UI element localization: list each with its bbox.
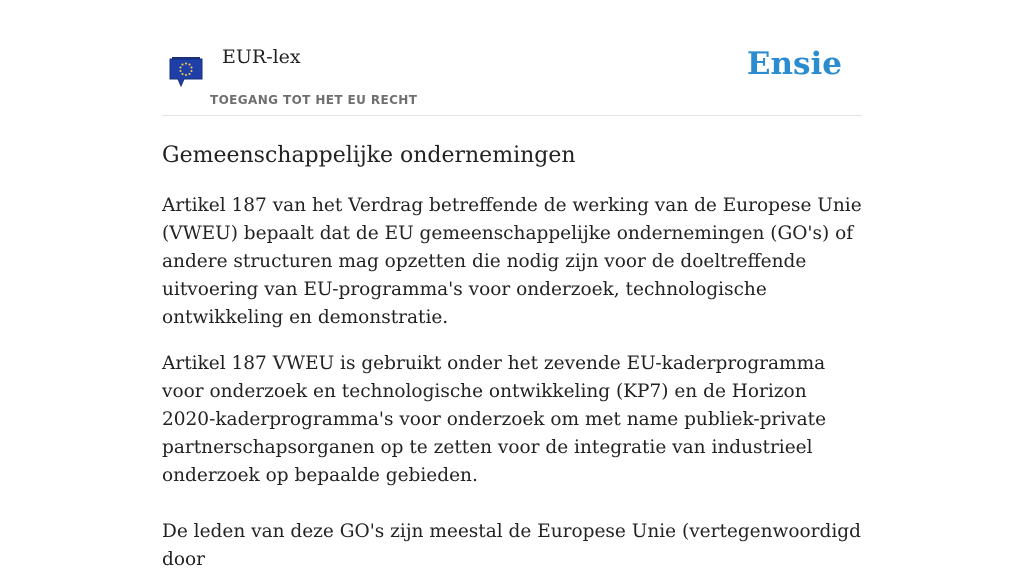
article-paragraph-1: Artikel 187 van het Verdrag betreffende de werking van de Europese Unie (VWEU) bepaalt dat de EU gemeenschappelijke ondernemingen (GO's) of andere structuren mag opzetten die nodig zijn voor de doeltreffende uitvoering van EU-programma's voor onderzoek, technologische ontwikkeling en demonstratie. — [162, 195, 862, 328]
site-name[interactable]: EUR-lex — [222, 46, 301, 68]
page-title: Gemeenschappelijke ondernemingen — [162, 143, 576, 168]
site-tagline: TOEGANG TOT HET EU RECHT — [210, 93, 418, 107]
article-paragraph-2: Artikel 187 VWEU is gebruikt onder het zevende EU-kaderprogramma voor onderzoek en technologische ontwikkeling (KP7) en de Horizon 2020-kaderprogramma's voor onderzoek om met name publiek-private partnerschapsorganen op te zetten voor de integratie van industrieel onderzoek op bepaalde gebieden. — [162, 353, 827, 486]
brand-logo-link[interactable]: Ensie — [746, 46, 842, 82]
eu-flag-speech-bubble-icon[interactable] — [168, 55, 204, 89]
article-paragraph-3: De leden van deze GO's zijn meestal de Europese Unie (vertegenwoordigd door — [162, 521, 861, 570]
page-container — [162, 0, 862, 574]
site-header — [162, 0, 862, 116]
